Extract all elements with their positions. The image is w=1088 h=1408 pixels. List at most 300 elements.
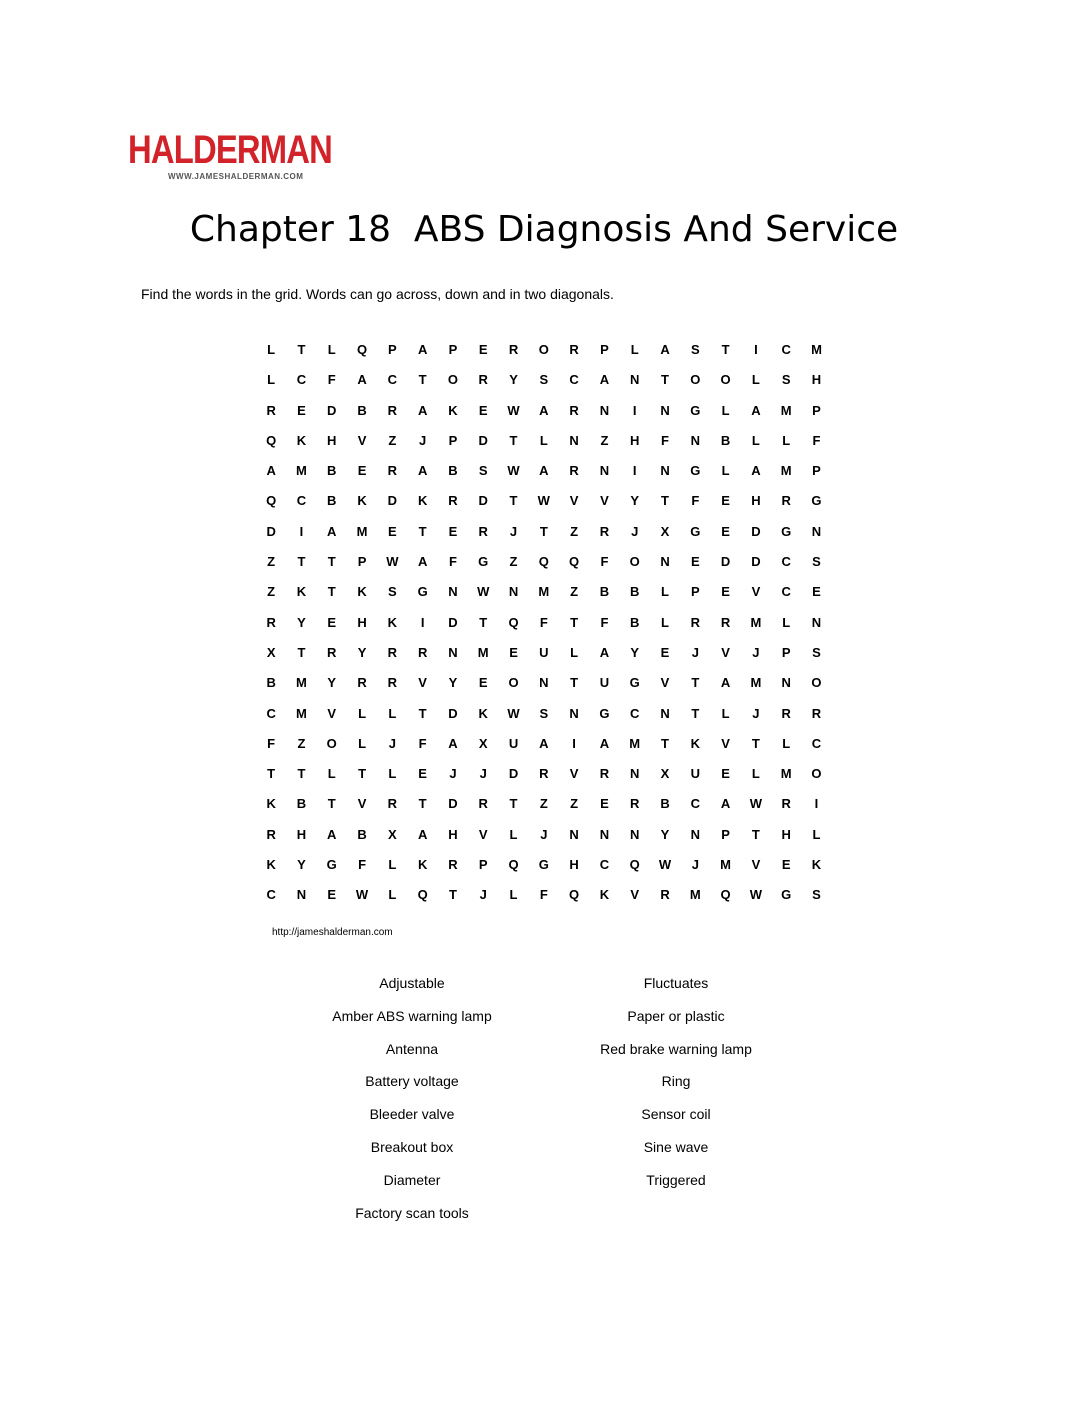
grid-cell: T — [327, 554, 336, 570]
grid-cell: K — [599, 887, 610, 903]
grid-cell: K — [417, 493, 428, 509]
grid-cell: K — [357, 584, 367, 600]
grid-cell: W — [658, 857, 672, 873]
grid-cell: T — [418, 372, 427, 388]
grid-cell: S — [812, 887, 821, 903]
grid-cell: W — [355, 887, 369, 903]
grid-cell: P — [388, 342, 397, 357]
grid-cell: Q — [508, 857, 519, 873]
grid-cell: N — [539, 675, 549, 691]
grid-cell: L — [388, 887, 397, 903]
grid-cell: G — [690, 402, 701, 418]
grid-cell: Y — [630, 493, 640, 509]
grid-cell: M — [296, 705, 307, 721]
grid-cell: E — [418, 766, 427, 782]
grid-cell: J — [631, 523, 639, 539]
grid-cell: G — [690, 523, 701, 539]
grid-cell: B — [630, 614, 640, 630]
grid-cell: T — [570, 614, 579, 630]
grid-cell: K — [690, 735, 700, 751]
grid-cell: E — [721, 493, 730, 509]
grid-cell: C — [296, 372, 307, 388]
grid-cell: Q — [266, 432, 277, 448]
grid-cell: T — [358, 766, 367, 782]
grid-cell: L — [630, 342, 639, 357]
grid-cell: R — [357, 675, 367, 691]
grid-cell: A — [417, 826, 428, 842]
grid-cell: J — [540, 826, 548, 842]
grid-cell: M — [538, 584, 550, 600]
grid-cell: E — [388, 523, 397, 539]
grid-cell: R — [266, 826, 276, 842]
grid-cell: N — [599, 463, 610, 479]
grid-cell: T — [509, 796, 518, 812]
grid-cell: Z — [267, 584, 276, 600]
grid-cell: O — [690, 372, 701, 388]
grid-cell: G — [417, 584, 428, 600]
grid-cell: R — [781, 493, 791, 509]
grid-cell: R — [720, 614, 731, 630]
grid-cell: A — [599, 372, 610, 388]
grid-cell: G — [599, 705, 610, 721]
grid-cell: S — [812, 644, 821, 660]
grid-row — [256, 732, 832, 762]
grid-cell: N — [508, 584, 519, 600]
grid-cell: T — [691, 675, 700, 691]
grid-cell: R — [387, 463, 398, 479]
grid-cell: R — [387, 675, 398, 691]
grid-cell: W — [507, 463, 520, 479]
grid-row — [256, 762, 832, 792]
grid-cell: D — [751, 523, 761, 539]
grid-cell: L — [539, 432, 548, 448]
grid-cell: T — [539, 523, 548, 539]
grid-cell: C — [266, 705, 276, 721]
grid-cell: G — [690, 463, 701, 479]
grid-cell: J — [479, 766, 487, 782]
grid-cell: E — [478, 342, 488, 357]
grid-cell: G — [478, 554, 489, 570]
grid-cell: Z — [267, 554, 276, 570]
grid-cell: E — [478, 402, 488, 418]
grid-cell: T — [661, 735, 669, 751]
grid-cell: O — [447, 372, 458, 388]
grid-row — [256, 671, 832, 701]
grid-cell: O — [326, 735, 337, 751]
grid-cell: N — [630, 372, 640, 388]
word-list-item: Triggered — [646, 1171, 706, 1188]
grid-cell: O — [629, 554, 640, 570]
grid-cell: A — [539, 735, 549, 751]
grid-cell: T — [661, 493, 669, 509]
grid-cell: T — [570, 675, 579, 691]
grid-cell: T — [418, 796, 427, 812]
grid-cell: L — [751, 766, 760, 782]
grid-cell: A — [720, 796, 731, 812]
grid-cell: M — [689, 887, 701, 903]
grid-cell: R — [630, 796, 640, 812]
grid-cell: S — [539, 372, 549, 388]
grid-cell: C — [296, 493, 307, 509]
grid-cell: N — [660, 705, 670, 721]
grid-cell: U — [508, 735, 519, 751]
word-list-item: Red brake warning lamp — [600, 1040, 752, 1057]
grid-cell: D — [478, 432, 488, 448]
grid-cell: B — [357, 402, 367, 418]
grid-cell: H — [296, 826, 307, 842]
grid-cell: L — [570, 644, 579, 660]
grid-cell: L — [782, 735, 791, 751]
grid-cell: A — [266, 463, 276, 479]
grid-cell: A — [751, 402, 761, 418]
grid-cell: M — [780, 463, 792, 479]
grid-cell: R — [387, 402, 398, 418]
grid-cell: D — [448, 796, 458, 812]
grid-cell: V — [569, 766, 579, 782]
grid-cell: C — [690, 796, 700, 812]
grid-cell: K — [266, 857, 276, 873]
grid-cell: P — [448, 342, 458, 357]
word-list-item: Sensor coil — [641, 1106, 711, 1123]
grid-cell: F — [327, 372, 336, 388]
grid-cell: B — [296, 796, 307, 812]
grid-cell: D — [751, 554, 761, 570]
word-list-item: Sine wave — [643, 1138, 709, 1155]
grid-cell: S — [781, 372, 791, 388]
word-list-right — [546, 972, 806, 1202]
grid-cell: I — [814, 796, 819, 812]
grid-cell: B — [327, 493, 337, 509]
grid-row — [256, 338, 832, 368]
grid-cell: J — [449, 766, 457, 782]
grid-cell: V — [751, 857, 761, 873]
grid-cell: C — [266, 887, 276, 903]
grid-cell: V — [418, 675, 427, 691]
word-list-item: Factory scan tools — [355, 1204, 469, 1221]
grid-cell: A — [539, 463, 549, 479]
grid-cell: U — [599, 675, 610, 691]
grid-cell: G — [326, 857, 337, 873]
grid-cell: L — [388, 857, 397, 873]
grid-cell: N — [660, 463, 670, 479]
grid-cell: Z — [570, 523, 579, 539]
grid-cell: Y — [660, 826, 670, 842]
grid-cell: A — [720, 675, 731, 691]
grid-cell: A — [357, 372, 367, 388]
grid-cell: O — [811, 766, 822, 782]
grid-cell: C — [387, 372, 398, 388]
grid-cell: P — [448, 432, 458, 448]
grid-cell: L — [782, 432, 791, 448]
grid-cell: V — [478, 826, 488, 842]
grid-cell: K — [811, 857, 822, 873]
grid-cell: R — [569, 463, 579, 479]
grid-cell: M — [296, 675, 307, 691]
grid-cell: D — [720, 554, 731, 570]
grid-cell: R — [690, 614, 700, 630]
grid-cell: T — [418, 705, 427, 721]
grid-cell: Z — [297, 735, 306, 751]
grid-cell: R — [539, 766, 549, 782]
grid-cell: H — [569, 857, 579, 873]
grid-cell: B — [660, 796, 670, 812]
grid-cell: Z — [600, 432, 609, 448]
grid-cell: R — [387, 644, 398, 660]
grid-cell: E — [812, 584, 821, 600]
grid-cell: E — [690, 554, 700, 570]
grid-cell: P — [357, 554, 367, 570]
grid-cell: D — [478, 493, 488, 509]
grid-cell: Z — [539, 796, 548, 812]
grid-cell: R — [478, 372, 488, 388]
grid-cell: R — [781, 796, 791, 812]
grid-cell: O — [508, 675, 519, 691]
grid-cell: J — [691, 857, 699, 873]
grid-cell: H — [751, 493, 761, 509]
grid-cell: E — [721, 584, 730, 600]
word-list-item: Diameter — [383, 1171, 441, 1188]
grid-cell: R — [448, 493, 458, 509]
grid-cell: Q — [356, 342, 368, 357]
grid-cell: Y — [630, 644, 640, 660]
grid-cell: W — [749, 887, 763, 903]
grid-cell: T — [721, 342, 730, 357]
grid-cell: C — [569, 372, 579, 388]
grid-cell: P — [600, 342, 609, 357]
grid-cell: C — [599, 857, 610, 873]
grid-cell: I — [632, 402, 637, 418]
grid-cell: D — [448, 705, 458, 721]
grid-cell: E — [509, 644, 518, 660]
grid-cell: A — [599, 644, 610, 660]
grid-cell: G — [538, 857, 549, 873]
grid-cell: J — [509, 523, 518, 539]
word-search-grid — [256, 338, 832, 914]
grid-cell: F — [358, 857, 367, 873]
grid-cell: Z — [570, 796, 579, 812]
grid-cell: Q — [629, 857, 640, 873]
grid-cell: W — [477, 584, 490, 600]
grid-cell: L — [721, 463, 730, 479]
grid-cell: Z — [388, 432, 397, 448]
grid-cell: F — [448, 554, 457, 570]
grid-cell: U — [539, 644, 549, 660]
grid-row — [256, 489, 832, 519]
grid-cell: L — [812, 826, 821, 842]
grid-cell: T — [691, 705, 700, 721]
grid-cell: A — [417, 554, 428, 570]
grid-cell: V — [357, 432, 367, 448]
grid-cell: N — [448, 644, 458, 660]
grid-cell: T — [297, 644, 306, 660]
grid-cell: K — [296, 432, 307, 448]
word-list-item: Battery voltage — [365, 1073, 459, 1090]
logo-website: WWW.JAMESHALDERMAN.COM — [168, 172, 304, 181]
grid-cell: W — [749, 796, 763, 812]
grid-cell: L — [751, 372, 760, 388]
grid-cell: M — [296, 463, 307, 479]
grid-cell: P — [478, 857, 488, 873]
grid-cell: T — [327, 796, 336, 812]
grid-cell: R — [417, 644, 428, 660]
grid-cell: R — [387, 796, 398, 812]
grid-cell: W — [386, 554, 399, 570]
grid-cell: A — [448, 735, 458, 751]
grid-cell: E — [721, 766, 730, 782]
grid-cell: E — [600, 796, 609, 812]
grid-cell: Y — [357, 644, 367, 660]
grid-cell: N — [690, 432, 700, 448]
grid-cell: J — [479, 887, 487, 903]
grid-cell: Q — [569, 887, 580, 903]
grid-cell: M — [811, 342, 822, 357]
grid-cell: S — [478, 463, 488, 479]
grid-cell: A — [660, 342, 670, 357]
grid-row — [256, 883, 832, 913]
grid-cell: E — [660, 644, 670, 660]
grid-cell: O — [720, 372, 731, 388]
grid-cell: B — [266, 675, 276, 691]
word-list-item: Ring — [661, 1073, 691, 1090]
word-list-item: Paper or plastic — [627, 1007, 725, 1024]
grid-cell: K — [387, 614, 398, 630]
grid-cell: D — [327, 402, 337, 418]
grid-cell: E — [327, 614, 337, 630]
grid-cell: D — [448, 614, 458, 630]
grid-cell: Q — [508, 614, 519, 630]
instructions: Find the words in the grid. Words can go across, down and in two diagonals. — [141, 286, 614, 302]
grid-row — [256, 853, 832, 883]
grid-cell: W — [507, 705, 520, 721]
word-list-left — [282, 972, 542, 1234]
grid-cell: R — [660, 887, 670, 903]
grid-row — [256, 823, 832, 853]
grid-cell: L — [388, 705, 397, 721]
grid-cell: F — [812, 432, 821, 448]
grid-row — [256, 702, 832, 732]
grid-cell: M — [780, 402, 792, 418]
grid-cell: T — [418, 523, 427, 539]
grid-cell: L — [661, 614, 669, 630]
grid-cell: R — [478, 523, 488, 539]
grid-cell: K — [296, 584, 307, 600]
grid-cell: T — [327, 584, 336, 600]
grid-cell: N — [569, 705, 579, 721]
grid-cell: B — [357, 826, 367, 842]
grid-cell: H — [357, 614, 367, 630]
grid-cell: N — [660, 554, 670, 570]
grid-cell: S — [812, 554, 821, 570]
grid-cell: C — [781, 554, 791, 570]
grid-cell: N — [599, 402, 610, 418]
word-list-item: Bleeder valve — [369, 1106, 455, 1123]
grid-cell: M — [750, 675, 762, 691]
grid-cell: T — [448, 887, 457, 903]
grid-row — [256, 459, 832, 489]
logo-wordmark: HALDERMAN — [128, 128, 332, 172]
grid-cell: Y — [297, 857, 306, 873]
grid-cell: C — [781, 584, 791, 600]
grid-row — [256, 368, 832, 398]
grid-cell: V — [660, 675, 670, 691]
grid-cell: N — [781, 675, 791, 691]
grid-cell: E — [327, 887, 337, 903]
grid-cell: V — [751, 584, 761, 600]
grid-cell: L — [721, 402, 730, 418]
grid-cell: C — [811, 735, 822, 751]
grid-cell: V — [357, 796, 367, 812]
grid-cell: A — [417, 402, 428, 418]
grid-cell: R — [478, 796, 488, 812]
grid-cell: N — [569, 432, 579, 448]
grid-cell: N — [811, 614, 822, 630]
grid-cell: V — [327, 705, 337, 721]
word-list-item: Adjustable — [379, 975, 445, 991]
grid-cell: O — [811, 675, 822, 691]
grid-cell: B — [720, 432, 731, 448]
grid-row — [256, 792, 832, 822]
grid-cell: N — [296, 887, 307, 903]
grid-cell: N — [630, 826, 640, 842]
grid-cell: R — [811, 705, 822, 721]
grid-cell: F — [600, 614, 609, 630]
grid-cell: T — [479, 614, 488, 630]
word-list-item: Amber ABS warning lamp — [332, 1007, 492, 1024]
grid-cell: I — [299, 523, 304, 539]
grid-cell: D — [387, 493, 398, 509]
grid-cell: M — [780, 766, 792, 782]
grid-cell: E — [721, 523, 730, 539]
grid-cell: H — [811, 372, 822, 388]
grid-cell: Q — [720, 887, 731, 903]
grid-cell: I — [754, 342, 758, 357]
grid-cell: L — [358, 735, 367, 751]
grid-cell: V — [569, 493, 579, 509]
grid-cell: N — [811, 523, 822, 539]
grid-cell: L — [267, 342, 276, 357]
grid-cell: Q — [266, 493, 277, 509]
grid-cell: R — [266, 614, 276, 630]
grid-row — [256, 550, 832, 580]
grid-cell: L — [509, 826, 518, 842]
grid-cell: L — [509, 887, 518, 903]
grid-cell: Q — [569, 554, 580, 570]
grid-cell: B — [327, 463, 337, 479]
grid-cell: E — [297, 402, 306, 418]
grid-cell: V — [721, 735, 730, 751]
grid-cell: Z — [509, 554, 518, 570]
grid-cell: Q — [538, 554, 549, 570]
grid-cell: T — [297, 342, 306, 357]
grid-cell: S — [388, 584, 397, 600]
grid-cell: F — [267, 735, 276, 751]
grid-cell: R — [508, 342, 519, 357]
grid-cell: O — [538, 342, 549, 357]
grid-cell: Z — [570, 584, 579, 600]
grid-cell: N — [599, 826, 610, 842]
grid-cell: Q — [417, 887, 428, 903]
grid-cell: Y — [448, 675, 458, 691]
grid-cell: L — [751, 432, 760, 448]
word-list-item: Fluctuates — [643, 975, 709, 991]
grid-cell: P — [690, 584, 700, 600]
grid-cell: C — [781, 342, 791, 357]
grid-cell: A — [327, 826, 337, 842]
grid-cell: E — [448, 523, 458, 539]
grid-cell: P — [721, 826, 730, 842]
grid-cell: N — [690, 826, 700, 842]
word-list-item: Breakout box — [370, 1138, 454, 1155]
